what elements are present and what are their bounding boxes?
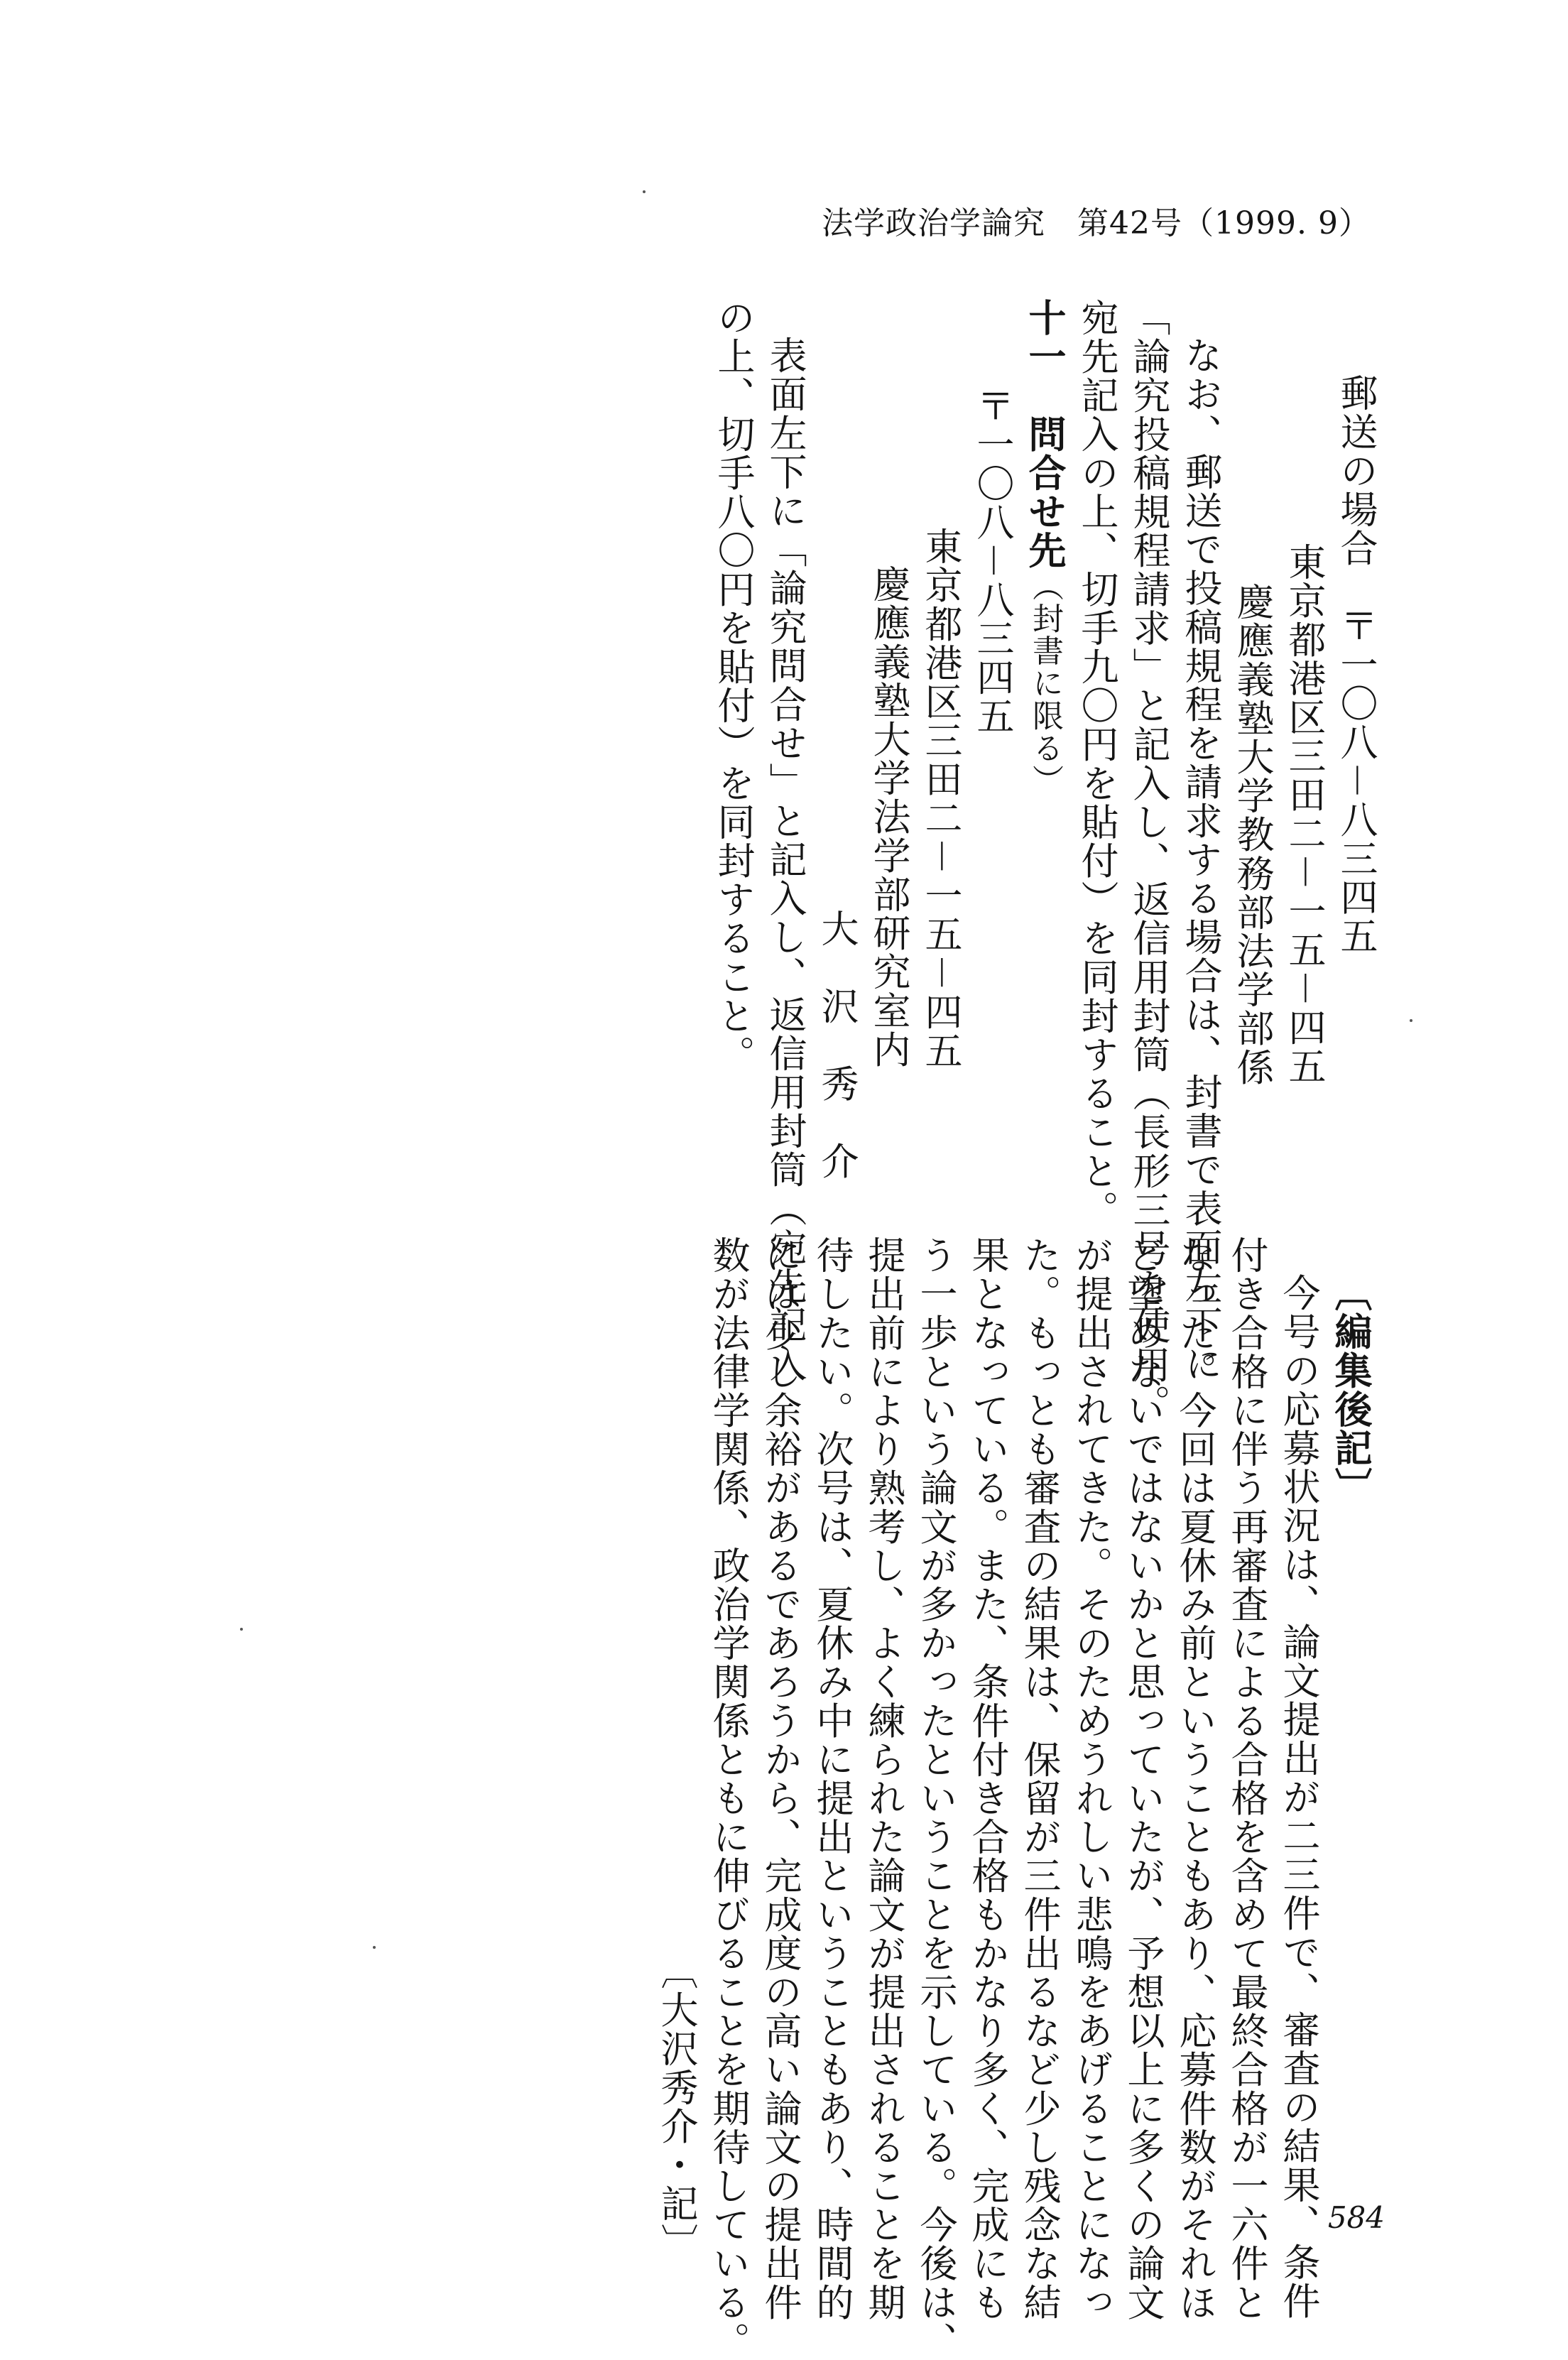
mail-submission-office: 慶應義塾大学教務部法学部係 xyxy=(1231,582,1274,1087)
contact-note-line-1: 表面左下に「論究問合せ」と記入し、返信用封筒（宛先記入 xyxy=(763,336,807,1383)
scan-speck xyxy=(643,190,646,193)
editorial-line: 提出前により熟考し、よく練られた論文が提出されることを期 xyxy=(862,1236,905,2322)
scan-speck xyxy=(1410,1019,1412,1022)
submission-note-line-1: なお、郵送で投稿規程を請求する場合は、封書で表面左下に xyxy=(1179,336,1222,1383)
page-number: 584 xyxy=(1327,2200,1385,2235)
editorial-line: う一歩という論文が多かったということを示している。今後は、 xyxy=(914,1236,957,2360)
editorial-line: た。もっとも審査の結果は、保留が三件出るなど少し残念な結 xyxy=(1018,1236,1061,2322)
editorial-line: 果となっている。また、条件付き合格もかなり多く、完成にも xyxy=(966,1236,1009,2322)
contact-heading-note: （封書に限る） xyxy=(1027,570,1063,797)
mail-submission-postal: 郵送の場合 〒一〇八－八三四五 xyxy=(1334,374,1378,955)
editorial-line: が提出されてきた。そのためうれしい悲鳴をあげることになっ xyxy=(1069,1236,1113,2322)
scan-speck xyxy=(373,1946,376,1949)
contact-office: 慶應義塾大学法学部研究室内 xyxy=(867,565,910,1069)
editorial-line: 待したい。次号は、夏休み中に提出ということもあり、時間的 xyxy=(810,1236,854,2322)
editorial-signature: 〔大沢秀介・記〕 xyxy=(655,1952,698,2262)
contact-heading: 十一 問合せ先 xyxy=(1023,298,1067,570)
scan-speck xyxy=(240,1628,243,1631)
contact-note-line-2: の上、切手八〇円を貼付）を同封すること。 xyxy=(712,298,755,1074)
contact-heading-line xyxy=(1018,298,1071,1243)
editorial-line: 今号の応募状況は、論文提出が二三件で、審査の結果、条件 xyxy=(1277,1273,1320,2321)
contact-postal-code: 〒一〇八－八三四五 xyxy=(971,386,1014,736)
editorial-line: ど望めないではないかと思っていたが、予想以上に多くの論文 xyxy=(1121,1236,1165,2322)
editorial-line: なった。今回は夏休み前ということもあり、応募件数がそれほ xyxy=(1173,1236,1216,2322)
contact-person: 大 沢 秀 介 xyxy=(815,909,859,1181)
editorial-line: には少し余裕があるであろうから、完成度の高い論文の提出件 xyxy=(758,1236,802,2322)
editorial-line: 数が法律学関係、政治学関係ともに伸びることを期待している。 xyxy=(707,1236,750,2360)
journal-header: 法学政治学論究 第42号（1999. 9） xyxy=(822,205,1371,241)
editorial-heading: 〔編集後記〕 xyxy=(1329,1273,1373,1506)
editorial-line: 付き合格に伴う再審査による合格を含めて最終合格が一六件と xyxy=(1225,1236,1268,2322)
submission-note-line-3: 宛先記入の上、切手九〇円を貼付）を同封すること。 xyxy=(1075,298,1118,1229)
mail-submission-address: 東京都港区三田二－一五－四五 xyxy=(1283,543,1326,1086)
submission-note-line-2: 「論究投稿規程請求」と記入し、返信用封筒（長形三号を使用。 xyxy=(1127,298,1170,1423)
contact-address: 東京都港区三田二－一五－四五 xyxy=(919,527,962,1070)
